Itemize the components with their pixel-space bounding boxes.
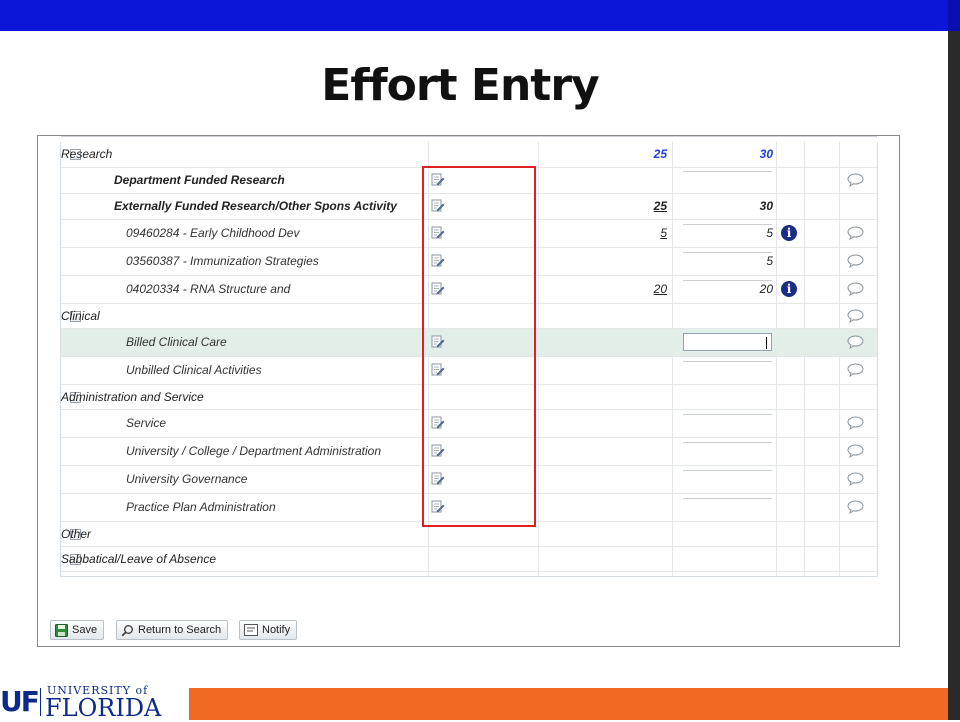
speech-bubble-icon[interactable] xyxy=(847,472,864,486)
plan-percent[interactable]: 20 xyxy=(653,282,667,296)
info-icon[interactable]: i xyxy=(781,281,797,297)
category-label[interactable]: Clinical xyxy=(61,309,100,323)
effort-input[interactable] xyxy=(683,171,772,189)
save-button[interactable] xyxy=(50,620,104,640)
speech-bubble-icon[interactable] xyxy=(847,309,864,323)
speech-bubble-icon[interactable] xyxy=(847,444,864,458)
text-caret xyxy=(766,337,767,349)
category-label[interactable]: Administration and Service xyxy=(61,390,204,404)
plan-percent[interactable]: 5 xyxy=(660,226,667,240)
plan-percent: 25 xyxy=(653,147,667,161)
row-label: 04020334 - RNA Structure and xyxy=(126,282,291,296)
actual-percent: 30 xyxy=(759,147,773,161)
effort-input[interactable] xyxy=(683,414,772,432)
slide-footer-bar xyxy=(189,688,948,720)
row-label: Externally Funded Research/Other Spons Activity xyxy=(114,199,397,213)
row-label: Department Funded Research xyxy=(114,173,285,187)
row-label: Practice Plan Administration xyxy=(126,500,276,514)
effort-input[interactable] xyxy=(683,470,772,488)
notify-button-label: Notify xyxy=(262,624,291,636)
uf-logo-name: FLORIDA xyxy=(45,694,162,722)
speech-bubble-icon[interactable] xyxy=(847,363,864,377)
row-label: Service xyxy=(126,416,167,430)
row-label: Billed Clinical Care xyxy=(126,335,227,349)
speech-bubble-icon[interactable] xyxy=(847,500,864,514)
save-button-label: Save xyxy=(72,624,98,636)
category-label[interactable]: Other xyxy=(61,527,92,541)
row-label: 09460284 - Early Childhood Dev xyxy=(126,226,300,240)
notify-button[interactable] xyxy=(239,620,297,640)
category-label[interactable]: Sabbatical/Leave of Absence xyxy=(61,552,216,566)
category-label[interactable]: Research xyxy=(61,147,113,161)
row-label: University Governance xyxy=(126,472,248,486)
notify-icon xyxy=(244,624,258,636)
slide-right-edge-top xyxy=(948,0,960,31)
actual-percent: 5 xyxy=(766,226,773,240)
edit-column-highlight xyxy=(422,166,536,527)
row-label: University / College / Department Administration xyxy=(126,444,381,458)
row-label: 03560387 - Immunization Strategies xyxy=(126,254,319,268)
category-row xyxy=(61,547,877,572)
actual-percent: 30 xyxy=(759,199,773,213)
uf-logo-mark: UF xyxy=(0,685,38,718)
plan-percent[interactable]: 25 xyxy=(653,199,667,213)
speech-bubble-icon[interactable] xyxy=(847,416,864,430)
uf-logo-university: UNIVERSITY of xyxy=(47,684,149,697)
effort-input[interactable] xyxy=(683,361,772,379)
return-to-search-button[interactable] xyxy=(116,620,228,640)
speech-bubble-icon[interactable] xyxy=(847,226,864,240)
slide-title: Effort Entry xyxy=(321,60,599,111)
actual-percent: 5 xyxy=(766,254,773,268)
speech-bubble-icon[interactable] xyxy=(847,254,864,268)
search-icon xyxy=(121,624,134,637)
slide-top-bar xyxy=(0,0,948,31)
return-to-search-label: Return to Search xyxy=(138,624,222,636)
actual-percent: 20 xyxy=(759,282,773,296)
speech-bubble-icon[interactable] xyxy=(847,282,864,296)
category-row xyxy=(61,142,877,168)
uf-logo-divider xyxy=(40,688,41,716)
effort-input[interactable] xyxy=(683,498,772,516)
uf-logo xyxy=(0,683,180,720)
save-icon xyxy=(55,624,68,637)
info-icon[interactable]: i xyxy=(781,225,797,241)
row-label: Unbilled Clinical Activities xyxy=(126,363,262,377)
slide-right-edge xyxy=(948,0,960,720)
speech-bubble-icon[interactable] xyxy=(847,335,864,349)
speech-bubble-icon[interactable] xyxy=(847,173,864,187)
effort-input[interactable] xyxy=(683,442,772,460)
effort-input[interactable] xyxy=(683,333,772,351)
